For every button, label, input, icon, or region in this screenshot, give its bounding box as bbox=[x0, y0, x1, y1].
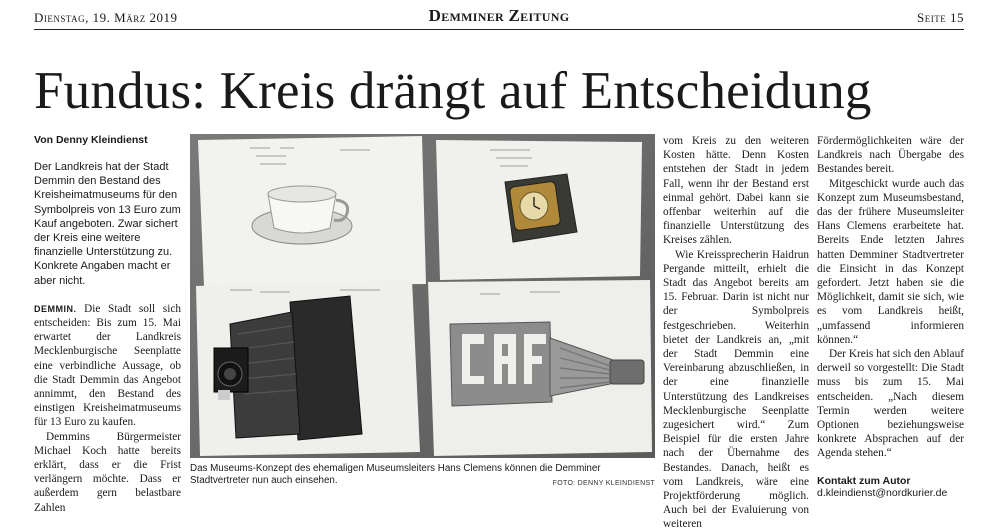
photo-caption: Das Museums-Konzept des ehemaligen Museumsleiters Hans Clemens können die Demminer Stadtvertreter nun auch einsehen. bbox=[190, 463, 601, 486]
article-column-1 bbox=[34, 134, 181, 515]
photo-museum-objects bbox=[190, 134, 655, 458]
body-text-column-2 bbox=[663, 134, 809, 532]
paragraph: Fördermöglichkeiten wäre der Landkreis nach Übergabe des Bestandes bereit. bbox=[817, 135, 964, 176]
article-column-3 bbox=[817, 134, 964, 499]
author-contact-label: Kontakt zum Autor bbox=[817, 474, 911, 487]
lead-paragraph: Der Landkreis hat der Stadt Demmin den Bestand des Kreisheimatmuseums für den Symbolpreis von 13 Euro zum Kauf angeboten. Zwar sichert der Kreis eine weitere finanzielle Unterstützung zu. Konkrete Angaben macht er aber nicht. bbox=[34, 161, 181, 287]
paragraph: Die Stadt soll sich entscheiden: Bis zum 15. Mai erwartet der Landkreis Mecklenburgische Seenplatte eine verbindliche Aussage, ob die Stadt Demmin das Angebot annimmt, den Bestand des einstigen Kreisheimatmuseums für 13 Euro zu kaufen. bbox=[34, 302, 181, 429]
photo-credit: FOTO: DENNY KLEINDIENST bbox=[552, 480, 655, 487]
body-text-column-1 bbox=[34, 302, 181, 515]
masthead bbox=[34, 4, 964, 28]
paragraph: Mitgeschickt wurde auch das Konzept zum Museumsbestand, das der frühere Museumsleiter Hans Clemens erarbeitete hat. Bereits Ende letzten Jahres hatten Demminer Stadtvertreter die Einsicht in das Konzept gefordert. Jetzt haben sie die Möglichkeit, damit sie sich, wie es vom Landkreis heißt, „umfassend informieren können.“ bbox=[817, 177, 964, 346]
photo-caption-block bbox=[190, 463, 655, 487]
issue-date: Dienstag, 19. März 2019 bbox=[34, 10, 178, 25]
byline: Von Denny Kleindienst bbox=[34, 134, 148, 146]
paragraph: Demmins Bürgermeister Michael Koch hatte bereits erklärt, dass er die Frist verlängern möchte. Dass er außerdem gern belastbare Zahlen bbox=[34, 430, 181, 514]
paragraph: Wie Kreissprecherin Haidrun Pergande mitteilt, erhielt die Stadt das Angebot bereits am 15. Februar. Darin ist nicht nur der Symbolpreis festgeschrieben. Weiterhin bietet der Landkreis an, „mit der Stadt Demmin eine Vereinbarung abzuschließen, in der eine finanzielle Unterstützung des Landkreises Mecklenburgische Seenplatte zugesichert wird.“ Zum Beispiel für die ersten Jahre nach der Übernahme des Bestandes. Danach, heißt es vom Landkreis, wäre eine Projektförderung möglich. Auch bei der Evaluierung von weiteren bbox=[663, 248, 809, 531]
paragraph: vom Kreis zu den weiteren Kosten hätte. Denn Kosten entstehen der Stadt in jedem Fall, wenn ihr der Bestand erst einmal gehört. Dabei kann sie offenbar weiterhin auf die finanzielle Unterstützung des Kreises zählen. bbox=[663, 135, 809, 247]
article-column-2 bbox=[663, 134, 809, 532]
headline: Fundus: Kreis drängt auf Entscheidung bbox=[34, 62, 872, 120]
masthead-divider bbox=[34, 29, 964, 30]
page-number: Seite 15 bbox=[917, 10, 964, 25]
author-email: d.kleindienst@nordkurier.de bbox=[817, 486, 948, 499]
newspaper-name: Demminer Zeitung bbox=[428, 6, 570, 25]
dateline: DEMMIN. bbox=[34, 303, 77, 314]
body-text-column-3 bbox=[817, 134, 964, 461]
paragraph: Der Kreis hat sich den Ablauf derweil so vorgestellt: Die Stadt muss bis zum 15. Mai entscheiden. „Nach diesem Termin werden weitere Optionen beziehungsweise konkrete Absprachen auf der Agenda stehen.“ bbox=[817, 348, 964, 460]
article-photo bbox=[190, 134, 655, 458]
